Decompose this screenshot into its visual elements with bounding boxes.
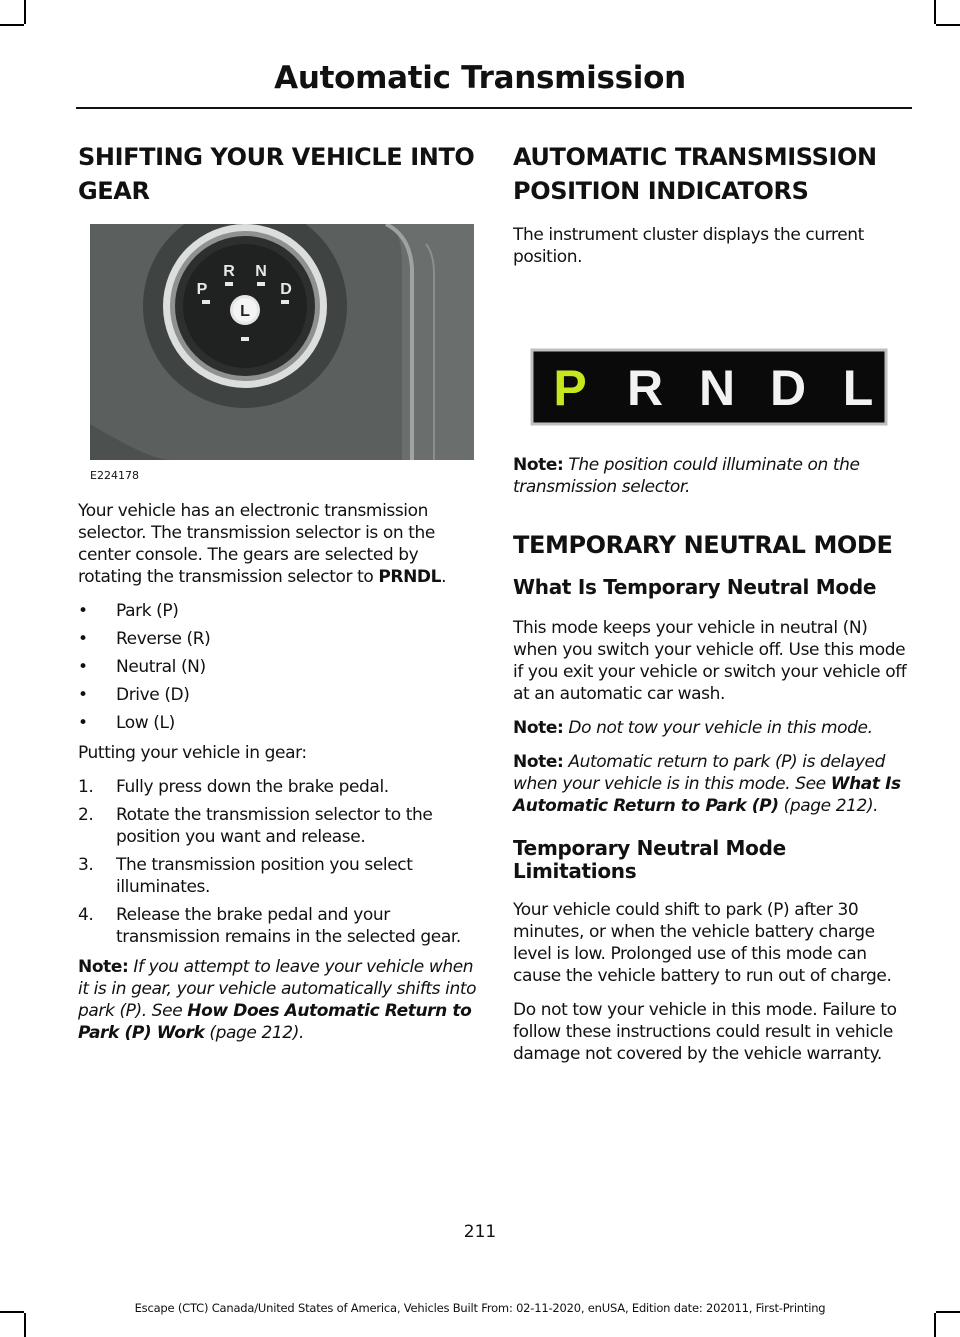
transmission-selector-figure xyxy=(78,224,478,480)
crop-mark xyxy=(936,24,960,26)
selector-label-n: N xyxy=(255,263,267,280)
right-column xyxy=(513,140,913,1077)
cross-reference-link[interactable]: How Does Automatic Return to Park (P) Work xyxy=(78,1001,472,1043)
section-heading-indicators: AUTOMATIC TRANSMISSION POSITION INDICATORS xyxy=(513,143,877,205)
note-do-not-tow: Note: Do not tow your vehicle in this mode. xyxy=(513,718,873,738)
prndl-display-illustration xyxy=(513,280,897,440)
crop-mark xyxy=(24,0,26,24)
list-item: • Park (P) xyxy=(78,601,179,621)
prndl-term: PRNDL xyxy=(378,567,442,587)
indicator-letter-d: D xyxy=(769,360,807,416)
indicator-letter-r: R xyxy=(626,360,664,416)
crop-mark xyxy=(934,1313,936,1337)
limitations-paragraph: Your vehicle could shift to park (P) after 30 minutes, or when the vehicle battery charge level is low. Prolonged use of this mode can cause the vehicle battery to run out of charge. xyxy=(513,900,892,986)
selector-label-r: R xyxy=(223,263,235,280)
list-item: • Neutral (N) xyxy=(78,657,206,677)
list-item: 4. Release the brake pedal and your transmission remains in the selected gear. xyxy=(78,905,461,947)
crop-mark xyxy=(0,24,24,26)
list-item: • Low (L) xyxy=(78,713,175,733)
position-indicator-figure xyxy=(513,280,897,440)
rotary-dial-illustration xyxy=(90,224,474,460)
selector-label-p: P xyxy=(196,281,208,298)
selector-label-d: D xyxy=(280,281,292,298)
header-divider xyxy=(76,107,912,109)
indicators-intro: The instrument cluster displays the current position. xyxy=(513,225,864,267)
list-item: 3. The transmission position you select illuminates. xyxy=(78,855,413,897)
section-heading-neutral-mode: TEMPORARY NEUTRAL MODE xyxy=(513,531,893,559)
steps-intro: Putting your vehicle in gear: xyxy=(78,743,307,763)
cross-reference-link[interactable]: What Is Automatic Return to Park (P) xyxy=(513,774,901,816)
list-item: 1. Fully press down the brake pedal. xyxy=(78,777,389,797)
page-footer: Escape (CTC) Canada/United States of America, Vehicles Built From: 02-11-2020, enUSA, Edition date: 202011, First-Printing xyxy=(134,1301,826,1315)
page-title: Automatic Transmission xyxy=(274,60,686,96)
section-heading-shifting: SHIFTING YOUR VEHICLE INTO GEAR xyxy=(78,143,475,205)
list-item: • Reverse (R) xyxy=(78,629,211,649)
note-auto-park: Note: If you attempt to leave your vehicle when it is in gear, your vehicle automatically shifts into park (P). See How Does Automatic Return to Park (P) Work (page 212). xyxy=(78,957,477,1043)
transmission-selector-image xyxy=(90,224,474,460)
subheading-limitations: Temporary Neutral Mode Limitations xyxy=(513,836,786,883)
note-delayed-park: Note: Automatic return to park (P) is delayed when your vehicle is in this mode. See What Is Automatic Return to Park (P) (page 212). xyxy=(513,752,901,816)
crop-mark xyxy=(934,0,936,24)
crop-mark xyxy=(24,1313,26,1337)
neutral-mode-paragraph: This mode keeps your vehicle in neutral (N) when you switch your vehicle off. Use this mode if you exit your vehicle or switch your vehicle off at an automatic car wash. xyxy=(513,618,907,704)
left-column xyxy=(78,140,478,1056)
indicator-letter-l: L xyxy=(842,360,874,416)
subheading-what-is: What Is Temporary Neutral Mode xyxy=(513,575,877,599)
indicator-letter-p: P xyxy=(553,360,587,416)
indicator-letter-n: N xyxy=(698,360,736,416)
selector-label-l: L xyxy=(240,303,250,320)
intro-paragraph: Your vehicle has an electronic transmission selector. The transmission selector is on the center console. The gears are selected by rotating the transmission selector to PRNDL. xyxy=(78,501,447,587)
page-number: 211 xyxy=(463,1222,497,1242)
steps-list xyxy=(78,776,478,948)
figure-code: E224178 xyxy=(90,469,139,482)
note-illuminate: Note: The position could illuminate on the transmission selector. xyxy=(513,455,860,497)
gear-list xyxy=(78,600,478,734)
list-item: 2. Rotate the transmission selector to the position you want and release. xyxy=(78,805,433,847)
warranty-paragraph: Do not tow your vehicle in this mode. Failure to follow these instructions could result in vehicle damage not covered by the vehicle warranty. xyxy=(513,1000,897,1064)
list-item: • Drive (D) xyxy=(78,685,190,705)
